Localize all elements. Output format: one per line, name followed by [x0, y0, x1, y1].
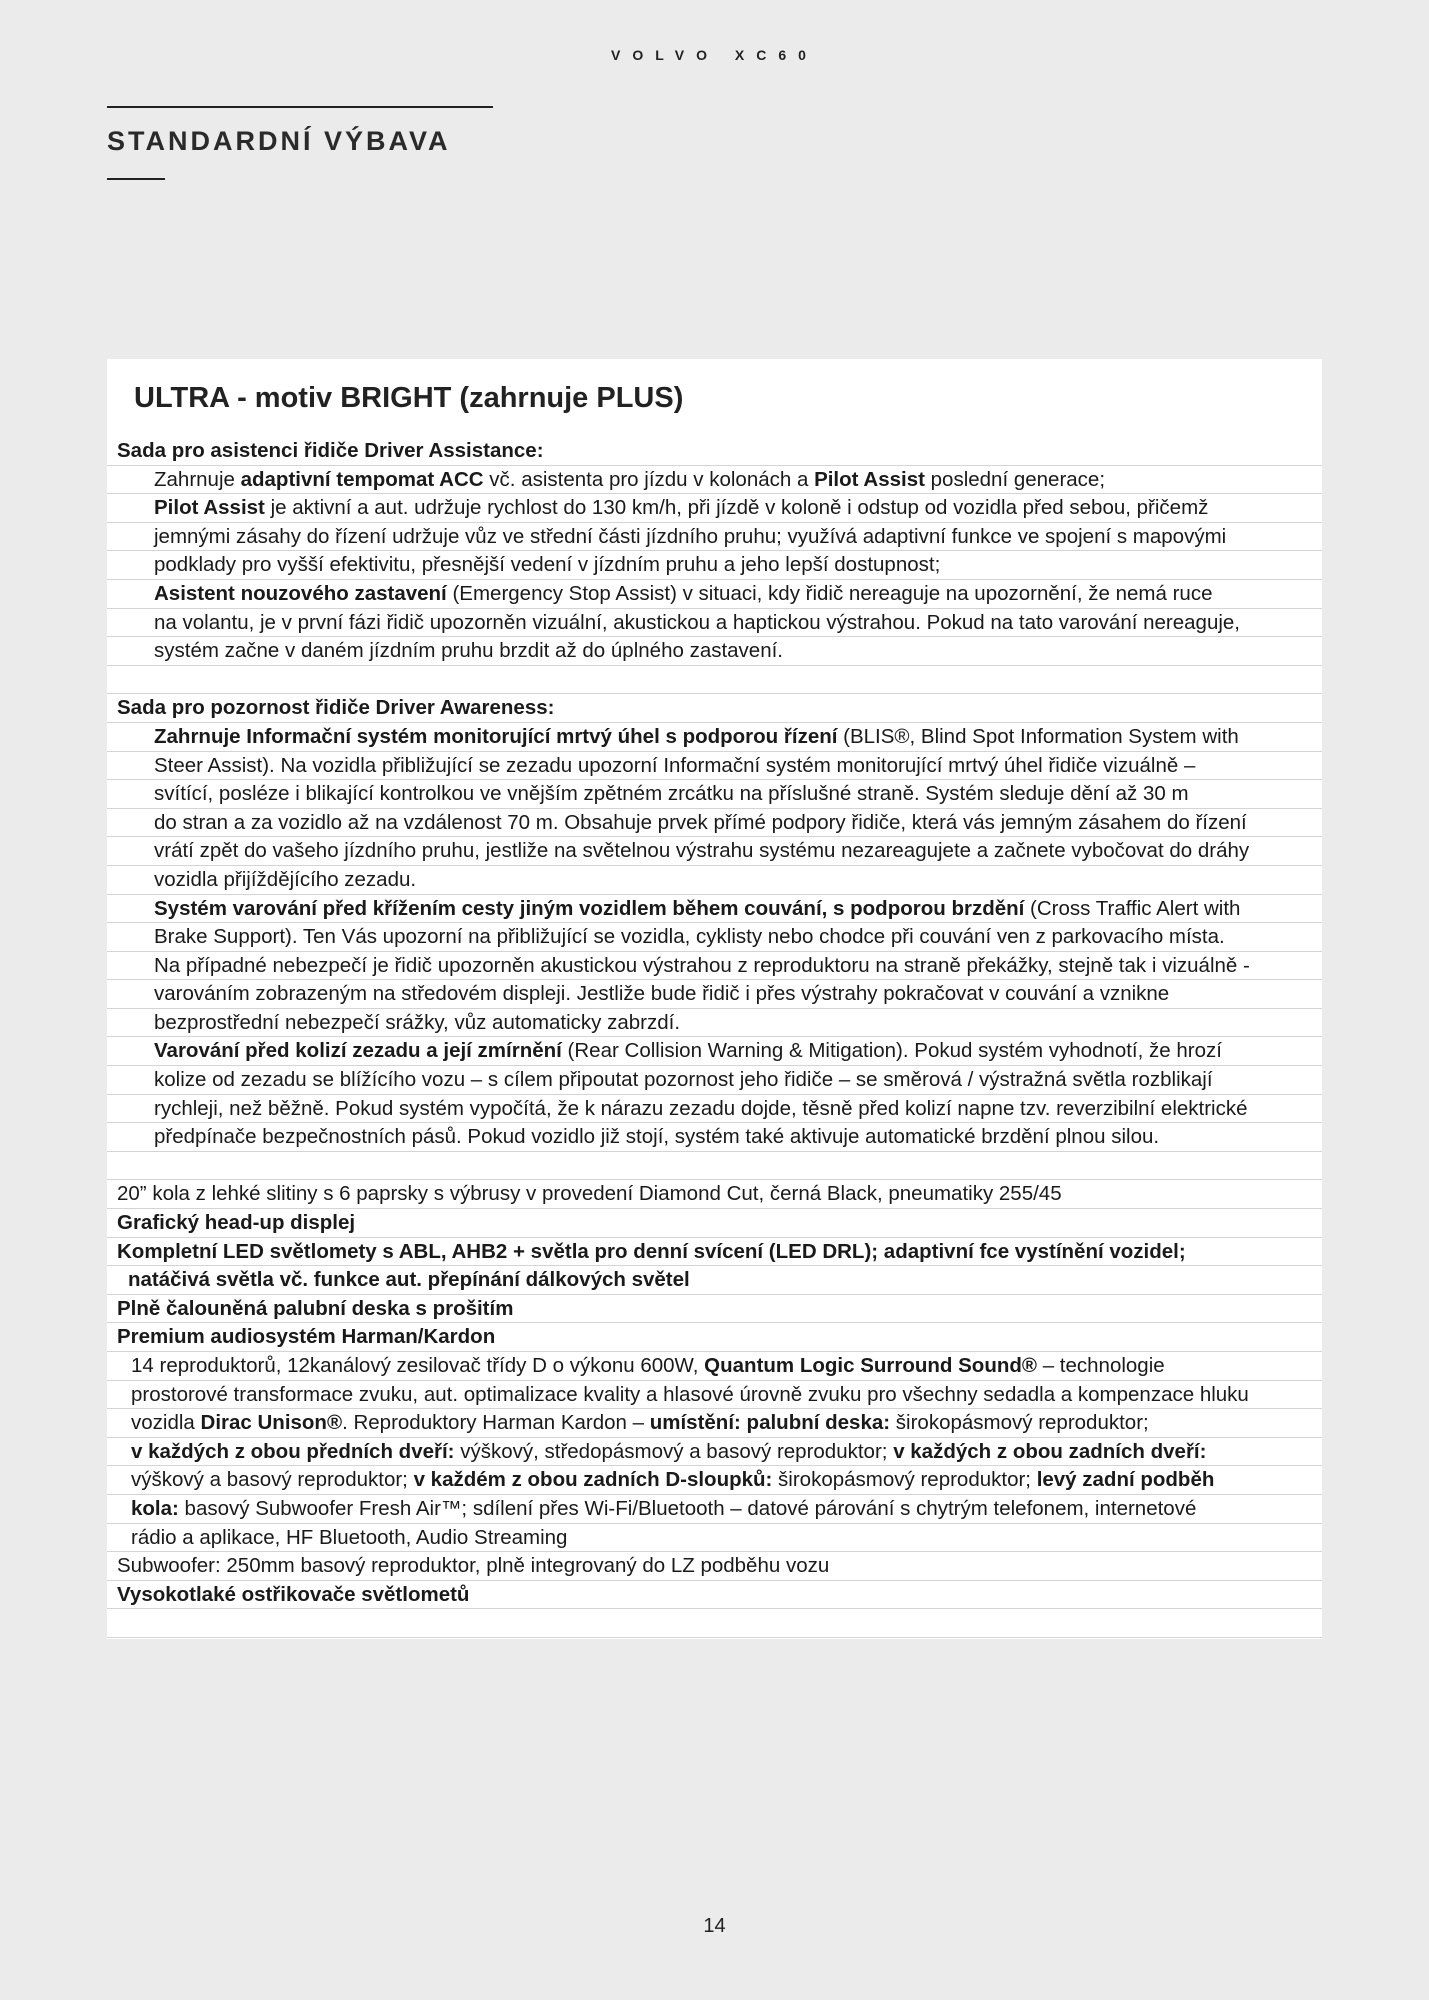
table-row — [107, 809, 1322, 838]
row-text: systém začne v daném jízdním pruhu brzdit až do úplného zastavení. — [154, 639, 784, 663]
brand-header: VOLVO XC60 — [611, 47, 818, 63]
row-text: výškový, středopásmový a basový reproduktor; — [454, 1439, 894, 1463]
row-text: na volantu, je v první fázi řidič upozorněn vizuální, akustickou a haptickou výstrahou. Pokud na tato varování nereaguje, — [154, 610, 1240, 634]
row-text-bold: Vysokotlaké ostřikovače světlometů — [117, 1582, 470, 1606]
table-row — [107, 1381, 1322, 1410]
equipment-card — [107, 359, 1322, 1639]
row-text: výškový a basový reproduktor; — [131, 1468, 414, 1492]
table-row — [107, 1323, 1322, 1352]
row-text-bold: kola: — [131, 1496, 179, 1520]
row-text: vč. asistenta pro jízdu v kolonách a — [483, 467, 815, 491]
row-text-bold: levý zadní podběh — [1036, 1468, 1215, 1492]
table-row — [107, 1238, 1322, 1267]
row-text: (Cross Traffic Alert with — [1024, 896, 1241, 920]
row-text-bold: Systém varování před křížením cesty jiným vozidlem během couvání, s podporou brzdění — [154, 896, 1025, 920]
row-text: svítící, posléze i blikající kontrolkou ve vnějším zpětném zrcátku na příslušné straně. Systém sleduje dění až 30 m — [154, 782, 1189, 806]
table-row — [107, 609, 1322, 638]
card-title: ULTRA - motiv BRIGHT (zahrnuje PLUS) — [134, 382, 684, 414]
row-text-bold: Plně čalouněná palubní deska s prošitím — [117, 1296, 514, 1320]
table-row — [107, 466, 1322, 495]
table-row — [107, 1266, 1322, 1295]
blank-row — [107, 1609, 1322, 1638]
row-text-bold: Asistent nouzového zastavení — [154, 581, 447, 605]
table-row — [107, 895, 1322, 924]
row-text: vrátí zpět do vašeho jízdního pruhu, jestliže na světelnou výstrahu systému nezareagujete a začnete vybočovat do dráhy — [154, 839, 1250, 863]
table-row — [107, 1009, 1322, 1038]
row-text-bold: Sada pro asistenci řidiče Driver Assistance: — [117, 439, 544, 462]
row-text: je aktivní a aut. udržuje rychlost do 130 km/h, při jízdě v koloně i odstup od vozidla před sebou, přičemž — [264, 496, 1209, 520]
table-row — [107, 866, 1322, 895]
row-text-bold: v každých z obou zadních dveří: — [893, 1439, 1207, 1463]
row-text: – technologie — [1037, 1354, 1165, 1377]
table-row — [107, 1352, 1322, 1381]
row-text-bold: Kompletní LED světlomety s ABL, AHB2 + světla pro denní svícení (LED DRL); adaptivní fce vystínění vozidel; — [117, 1239, 1186, 1263]
row-text: rádio a aplikace, HF Bluetooth, Audio Streaming — [131, 1525, 568, 1549]
row-text-bold: Varování před kolizí zezadu a její zmírnění — [154, 1039, 562, 1063]
table-row — [107, 694, 1322, 723]
row-text-bold: Grafický head-up displej — [117, 1211, 356, 1235]
row-text-bold: Sada pro pozornost řidiče Driver Awareness: — [117, 696, 555, 720]
table-row — [107, 923, 1322, 952]
table-row — [107, 1552, 1322, 1581]
row-text: (Emergency Stop Assist) v situaci, kdy řidič nereaguje na upozornění, že nemá ruce — [446, 581, 1213, 605]
row-text: rychleji, než běžně. Pokud systém vypočítá, že k nárazu zezadu dojde, těsně před kolizí napne tzv. reverzibilní elektrické — [154, 1096, 1248, 1120]
table-row — [107, 1209, 1322, 1238]
row-text: Na případné nebezpečí je řidič upozorněn akustickou výstrahou z reproduktoru na straně překážky, stejně tak i vizuálně - — [154, 953, 1250, 977]
table-row — [107, 637, 1322, 666]
row-text-bold: umístění: palubní deska: — [649, 1411, 891, 1435]
table-row — [107, 1438, 1322, 1467]
row-text-bold: Pilot Assist — [154, 496, 265, 520]
row-text-bold: v každých z obou předních dveří: — [131, 1439, 455, 1463]
table-row — [107, 780, 1322, 809]
table-row — [107, 752, 1322, 781]
row-text: (Rear Collision Warning & Mitigation). Pokud systém vyhodnotí, že hrozí — [561, 1039, 1222, 1063]
table-row — [107, 1037, 1322, 1066]
row-text-bold: Quantum Logic Surround Sound® — [704, 1354, 1037, 1377]
table-row — [107, 1466, 1322, 1495]
table-row — [107, 980, 1322, 1009]
row-text: vozidla — [131, 1411, 201, 1435]
row-text: bezprostřední nebezpečí srážky, vůz automaticky zabrzdí. — [154, 1010, 681, 1034]
title-rule-top — [107, 106, 493, 108]
row-text: širokopásmový reproduktor; — [890, 1411, 1149, 1435]
row-text: jemnými zásahy do řízení udržuje vůz ve střední části jízdního pruhu; využívá adaptivní funkce ve spojení s mapovými — [154, 524, 1227, 548]
table-row — [107, 580, 1322, 609]
section-title: STANDARDNÍ VÝBAVA — [107, 126, 451, 156]
row-text: Zahrnuje — [154, 467, 241, 491]
row-text-bold: adaptivní tempomat ACC — [240, 467, 484, 491]
row-text: předpínače bezpečnostních pásů. Pokud vozidlo již stojí, systém také aktivuje automatické brzdění plnou silou. — [154, 1125, 1160, 1149]
page-number: 14 — [703, 1915, 726, 1937]
row-text: basový Subwoofer Fresh Air™; sdílení přes Wi-Fi/Bluetooth – datové párování s chytrým telefonem, internetové — [178, 1496, 1197, 1520]
row-text: 20” kola z lehké slitiny s 6 paprsky s výbrusy v provedení Diamond Cut, černá Black, pneumatiky 255/45 — [117, 1182, 1062, 1206]
row-text: prostorové transformace zvuku, aut. optimalizace kvality a hlasové úrovně zvuku pro všechny sedadla a kompenzace hluku — [131, 1382, 1249, 1406]
row-text: varováním zobrazeným na středovém displeji. Jestliže bude řidič i přes výstrahy pokračovat v couvání a vznikne — [154, 982, 1170, 1006]
row-text: širokopásmový reproduktor; — [772, 1468, 1037, 1492]
table-row — [107, 1409, 1322, 1438]
row-text-bold: Zahrnuje Informační systém monitorující mrtvý úhel s podporou řízení — [154, 724, 838, 748]
table-row — [107, 837, 1322, 866]
table-row — [107, 1295, 1322, 1324]
table-row — [107, 523, 1322, 552]
row-text: podklady pro vyšší efektivitu, přesnější vedení v jízdním pruhu a jeho lepší dostupnost; — [154, 553, 941, 577]
row-text-bold: v každém z obou zadních D-sloupků: — [413, 1468, 773, 1492]
equipment-rows — [107, 437, 1322, 1638]
table-row — [107, 551, 1322, 580]
table-row — [107, 1524, 1322, 1553]
row-text: 14 reproduktorů, 12kanálový zesilovač třídy D o výkonu 600W, — [131, 1354, 705, 1377]
row-text: vozidla přijíždějícího zezadu. — [154, 867, 417, 891]
table-row — [107, 1495, 1322, 1524]
table-row — [107, 1095, 1322, 1124]
table-row — [107, 723, 1322, 752]
row-text-bold: Pilot Assist — [814, 467, 925, 491]
row-text: poslední generace; — [924, 467, 1106, 491]
table-row — [107, 437, 1322, 466]
blank-row — [107, 1152, 1322, 1181]
row-text: do stran a za vozidlo až na vzdálenost 70 m. Obsahuje prvek přímé podpory řidiče, která vás jemným zásahem do řízení — [154, 810, 1247, 834]
row-text-bold: Dirac Unison® — [200, 1411, 343, 1435]
table-row — [107, 1123, 1322, 1152]
row-text: . Reproduktory Harman Kardon – — [342, 1411, 650, 1435]
table-row — [107, 1581, 1322, 1610]
table-row — [107, 952, 1322, 981]
row-text: Brake Support). Ten Vás upozorní na přibližující se vozidla, cyklisty nebo chodce při couvání ven z parkovacího místa. — [154, 925, 1225, 949]
row-text: (BLIS®, Blind Spot Information System with — [837, 724, 1239, 748]
row-text-bold: Premium audiosystém Harman/Kardon — [117, 1325, 496, 1349]
blank-row — [107, 666, 1322, 695]
row-text: Steer Assist). Na vozidla přibližující se zezadu upozorní Informační systém monitorující mrtvý úhel řidiče vizuálně – — [154, 753, 1196, 777]
row-text-bold: natáčivá světla vč. funkce aut. přepínání dálkových světel — [128, 1268, 690, 1292]
row-text: kolize od zezadu se blížícího vozu – s cílem připoutat pozornost jeho řidiče – se směrová / výstražná světla rozblikají — [154, 1068, 1213, 1092]
table-row — [107, 1066, 1322, 1095]
table-row — [107, 1180, 1322, 1209]
table-row — [107, 494, 1322, 523]
title-rule-short — [107, 178, 165, 180]
row-text: Subwoofer: 250mm basový reproduktor, plně integrovaný do LZ podběhu vozu — [117, 1554, 830, 1578]
